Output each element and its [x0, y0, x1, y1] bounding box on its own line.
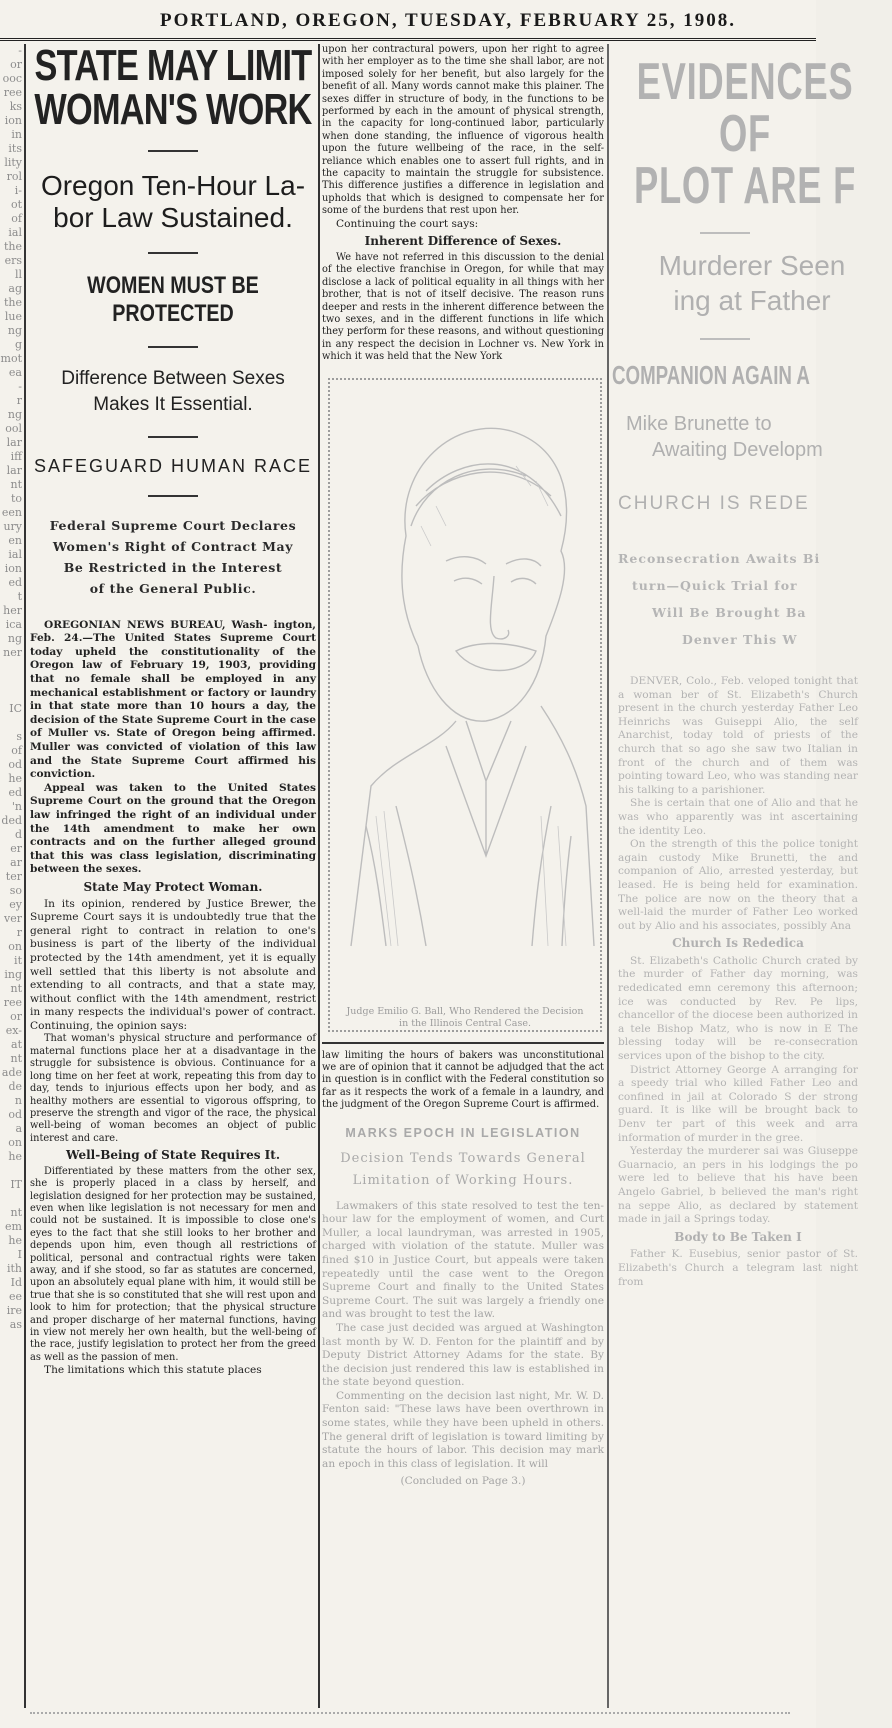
faded-deck	[322, 1148, 604, 1192]
gutter-fragment: he	[8, 772, 22, 785]
gutter-fragment: ng	[7, 632, 22, 645]
adjacent-deck-4: CHURCH IS REDE	[618, 493, 810, 514]
divider	[148, 495, 198, 497]
gutter-fragment: rol	[6, 170, 22, 183]
gutter-fragment	[0, 1164, 22, 1178]
gutter-fragment: ire	[6, 1304, 22, 1317]
gutter-fragment: ng	[7, 408, 22, 421]
gutter-fragment: ing	[4, 968, 22, 981]
gutter-fragment: ial	[8, 548, 22, 561]
paragraph: Appeal was taken to the United States Supreme Court on the ground that the Oregon law infringed the right of an individual under the 14th amendment to make her own contracts and on the further alleged ground that this was class legislation, discriminating between the sexes.	[30, 781, 316, 876]
faded-article-body	[322, 1200, 604, 1489]
gutter-fragment: -	[18, 44, 22, 57]
main-headline	[33, 41, 314, 134]
adjacent-summary	[612, 545, 872, 653]
paragraph: Yesterday the murderer sai was Giuseppe Guarnacio, an pers in his lodgings the po were led to believe that his have been Angelo Gabriel, b believed the man's right na seppe Alio, as declared by statement made in jail a Springs today.	[618, 1145, 858, 1226]
gutter-fragment: lue	[4, 310, 22, 323]
quote-paragraph: That woman's physical structure and performance of maternal functions place her at a disadvantage in the struggle for subsistence is obvious. Continuance for a long time on her feet at work, repeating this from day to day, tends to injurious effects upon her body, and as healthy mothers are essential to vigorous offspring, to preserve the strength and vigor of the race, the physical well-being of woman becomes an object of public interest and care.	[30, 1033, 316, 1144]
gutter-fragment: ag	[8, 282, 22, 295]
gutter-fragment: en	[8, 534, 22, 547]
column-rule	[607, 44, 609, 1708]
gutter-fragment: ool	[5, 422, 22, 435]
article-body-continued	[322, 44, 604, 364]
gutter-fragment	[0, 660, 22, 674]
summary-line: Will Be Brought Ba	[652, 605, 807, 620]
left-gutter-fragments	[0, 44, 22, 1704]
quote-paragraph: law limiting the hours of bakers was unconstitutional we are of opinion that it cannot be adjudged that the act in question is in conflict with the Federal constitution so far as it respects the work of a female in a laundry, and the judgment of the Oregon Supreme Court is affirmed.	[322, 1049, 604, 1111]
gutter-fragment: r	[16, 926, 22, 939]
gutter-fragment: ey	[9, 898, 22, 911]
gutter-fragment: a	[15, 1122, 22, 1135]
gutter-fragment: 'n	[11, 800, 22, 813]
headline-line: WOMAN'S WORK	[34, 85, 312, 134]
gutter-fragment: nt	[10, 982, 22, 995]
gutter-fragment: her	[3, 604, 22, 617]
gutter-fragment: ica	[5, 618, 22, 631]
article-column-1	[30, 41, 316, 1708]
summary-line: Denver This W	[682, 632, 798, 647]
gutter-fragment	[0, 1192, 22, 1206]
gutter-fragment: of	[11, 212, 22, 225]
summary-line: of the General Public.	[89, 580, 257, 596]
paragraph: In its opinion, rendered by Justice Brewer, the Supreme Court says it is undoubtedly true that the general right to contract in relation to one's business is part of the liberty of the individual protected by the 14th amendment, yet it is equally well settled that this liberty is not absolute and extending to all contracts, and that a state may, without conflict with the 14th amendment, restrict in many respects the individual's power of contract. Continuing, the opinion says:	[30, 897, 316, 1032]
gutter-fragment: iff	[10, 450, 22, 463]
subheading: Well-Being of State Requires It.	[65, 1148, 281, 1163]
gutter-fragment: the	[3, 296, 22, 309]
gutter-fragment: r	[16, 394, 22, 407]
column-rule	[318, 44, 320, 1708]
summary-deck	[36, 515, 310, 599]
article-body-continued-2	[322, 1050, 604, 1112]
gutter-fragment: so	[9, 884, 22, 897]
gutter-fragment: ion	[4, 114, 22, 127]
gutter-fragment: de	[8, 1080, 22, 1093]
gutter-fragment: ner	[3, 646, 22, 659]
gutter-fragment: ex-	[5, 1024, 22, 1037]
paragraph-bureau	[30, 619, 316, 782]
gutter-fragment: ooc	[2, 72, 22, 85]
footer-border	[30, 1712, 790, 1714]
gutter-fragment: ith	[6, 1262, 22, 1275]
gutter-fragment: as	[9, 1318, 22, 1331]
paragraph: The limitations which this statute places	[44, 1364, 262, 1377]
gutter-fragment: g	[14, 338, 22, 351]
deck-line: Mike Brunette to	[626, 413, 772, 435]
deck-headline	[30, 170, 316, 234]
gutter-fragment: at	[11, 1038, 22, 1051]
gutter-fragment: od	[8, 1108, 22, 1121]
summary-line: turn—Quick Trial for	[632, 578, 798, 593]
gutter-fragment: or	[10, 58, 22, 71]
deck-headline-3	[30, 366, 316, 417]
continued-notice: (Concluded on Page 3.)	[400, 1475, 526, 1488]
gutter-fragment: ee	[8, 1290, 22, 1303]
quote-paragraph: upon her contractural powers, upon her right to agree with her employer as to the time she shall labor, are not imposed solely for her benefit, but also largely for the benefit of all. Many words cannot make this plainer. The sexes differ in structure of body, in the functions to be performed by each in the amount of physical strength, in the capacity for long-continued labor, particularly when done standing, the influence of vigorous health upon the future wellbeing of the race, in the self-reliance which enables one to assert full rights, and in the capacity to maintain the struggle for subsistence. This difference justifies a difference in legislation and upholds that which is designed to compensate her for some of the burdens that rest upon her.	[322, 44, 604, 217]
deck-line: Difference Between Sexes	[61, 368, 285, 390]
paragraph: Continuing the court says:	[336, 217, 479, 230]
gutter-fragment: or	[10, 1010, 22, 1023]
gutter-fragment: ade	[1, 1066, 22, 1079]
gutter-fragment: ar	[10, 856, 22, 869]
headline-line: EVIDENCES OF	[636, 53, 854, 163]
column-rule	[24, 44, 26, 1708]
article-column-2	[322, 44, 604, 1708]
gutter-fragment: er	[10, 842, 22, 855]
gutter-fragment: on	[8, 1136, 22, 1149]
masthead	[0, 6, 816, 41]
divider	[148, 346, 198, 348]
article-body	[30, 619, 316, 1378]
paragraph: Lawmakers of this state resolved to test the ten-hour law for the employment of women, and Curt Muller, a local laundryman, was arrested in 1905, charged with violation of the statute. Muller was fined $10 in Justice Court, but appeals were taken repeatedly until the case went to the Oregon Supreme Court and finally to the United States Supreme Court. The suit was largely a friendly one and was brought to test the law.	[322, 1199, 604, 1321]
gutter-fragment	[0, 674, 22, 688]
deck-line: Decision Tends Towards General	[340, 1150, 586, 1166]
gutter-fragment: in	[11, 128, 22, 141]
gutter-fragment: em	[5, 1220, 22, 1233]
portrait-caption: Judge Emilio G. Ball, Who Rendered the Decision in the Illinois Central Case.	[346, 1005, 584, 1029]
gutter-fragment: ot	[10, 198, 22, 211]
divider	[700, 232, 750, 234]
paragraph: Commenting on the decision last night, Mr. W. D. Fenton said: "These laws have been overthrown in some states, while they have been upheld in others. The general drift of legislation is toward limiting by statute the hours of labor. This decision may mark an epoch in this class of legislation. It will	[322, 1389, 604, 1470]
divider	[322, 1042, 604, 1044]
paragraph: The case just decided was argued at Washington last month by W. D. Fenton for the plaintiff and by Deputy District Attorney Adams for the state. By the decision just rendered this law is established in the state beyond question.	[322, 1321, 604, 1389]
deck-line: Oregon Ten-Hour La-	[40, 170, 306, 201]
gutter-fragment: I	[17, 1248, 22, 1261]
divider	[148, 436, 198, 438]
paragraph: DENVER, Colo., Feb. veloped tonight that a woman ber of St. Elizabeth's Church present in the church yesterday Father Leo Heinrichs was Guiseppi Alio, the self Anarchist, today told of priests of the church that so ago she saw two Italian in front of the church and of them was pointing toward Leo, who was standing near his talking to a parishioner.	[618, 675, 858, 796]
gutter-fragment: ea	[8, 366, 22, 379]
gutter-fragment: ury	[3, 520, 22, 533]
deck-line: Awaiting Developm	[652, 439, 823, 461]
paragraph: She is certain that one of Alio and that he was who apparently was int ascertaining the identity Leo.	[618, 797, 858, 837]
gutter-fragment: on	[8, 940, 22, 953]
gutter-fragment: ded	[1, 814, 22, 827]
gutter-fragment: -	[18, 380, 22, 393]
gutter-fragment: it	[14, 954, 22, 967]
gutter-fragment	[0, 716, 22, 730]
gutter-fragment: the	[3, 240, 22, 253]
gutter-fragment: nt	[10, 1052, 22, 1065]
adjacent-headline	[612, 53, 878, 215]
deck-line: Makes It Essential.	[93, 394, 253, 416]
gutter-fragment: i-	[14, 184, 22, 197]
adjacent-deck	[612, 248, 892, 318]
quote-paragraph: We have not referred in this discussion to the denial of the elective franchise in Oregon, for while that may disclose a lack of political equality in all things with her brother, that is not of itself decisive. The reason runs deeper and rests in the inherent difference between the two sexes, and in the different functions in life which they perform for these reasons, and without questioning in any respect the decision in Lochner vs. New York in which it was held that the New York	[322, 251, 604, 363]
gutter-fragment: to	[10, 492, 22, 505]
subheading: Body to Be Taken I	[674, 1229, 802, 1244]
divider	[148, 252, 198, 254]
faded-subheading: MARKS EPOCH IN LEGISLATION	[345, 1125, 581, 1140]
adjacent-article-body	[612, 675, 858, 1289]
quote-paragraph: Differentiated by these matters from the other sex, she is properly placed in a class by herself, and legislation designed for her protection may be sustained, even when like legislation is not necessary for men and could not be sustained. It is impossible to close one's eyes to the fact that she still looks to her brother and depends upon him, even though all restrictions of political, personal and contractual rights were taken away, and if she stood, so far as statutes are concerned, upon an absolutely equal plane with him, it would still be true that she is so constituted that she will rest upon and look to him for protection; that the physical structure and proper discharge of her maternal functions, having in view not merely her own health, but the well-being of the race, justify legislation to protect her from the greed as well as the passion of men.	[30, 1165, 316, 1363]
gutter-fragment: od	[8, 758, 22, 771]
gutter-fragment: ree	[3, 996, 22, 1009]
gutter-fragment: ial	[8, 226, 22, 239]
gutter-fragment: nt	[10, 478, 22, 491]
paragraph: District Attorney George A arranging for a speedy trial who killed Father Leo and confined in jail at Colorado S der strong guard. It is like will be brought back to Denv ter part of this week and arra information of murder in the gree.	[618, 1063, 858, 1144]
summary-line: Reconsecration Awaits Bi	[618, 551, 821, 566]
gutter-fragment: nt	[10, 1206, 22, 1219]
paragraph-text: ington, Feb. 24.—The United States Supreme Court today upheld the constitutionality of the Oregon law of February 19, 1903, providing that no female shall be employed in any mechanical establishment or factory or laundry in that state more than 10 hours a day, the decision of the State Supreme Court in the case of Muller vs. State of Oregon being affirmed. Muller was convicted of violation of this law and the State Supreme Court affirmed his conviction.	[30, 618, 316, 781]
deck-headline-4: SAFEGUARD HUMAN RACE	[33, 455, 313, 476]
dateline: PORTLAND, OREGON, TUESDAY, FEBRUARY 25, 1908.	[160, 10, 737, 31]
gutter-fragment: lity	[4, 156, 22, 169]
gutter-fragment: s	[16, 730, 22, 743]
deck-headline-2: WOMEN MUST BE PROTECTED	[87, 272, 259, 328]
divider	[700, 338, 750, 340]
adjacent-deck-3	[612, 411, 872, 463]
summary-line: Federal Supreme Court Declares	[49, 517, 297, 533]
gutter-fragment: ed	[8, 786, 22, 799]
summary-line: Be Restricted in the Interest	[63, 559, 283, 575]
subheading: Inherent Difference of Sexes.	[364, 234, 562, 249]
gutter-fragment: t	[17, 590, 22, 603]
gutter-fragment: mot	[0, 352, 22, 365]
deck-line: ing at Father	[673, 285, 831, 316]
gutter-fragment: ree	[3, 86, 22, 99]
gutter-fragment: IT	[10, 1178, 22, 1191]
gutter-fragment: n	[14, 1094, 22, 1107]
gutter-fragment: ion	[4, 562, 22, 575]
bureau-line: OREGONIAN NEWS BUREAU, Wash-	[44, 618, 268, 631]
headline-line: STATE MAY LIMIT	[34, 41, 312, 90]
gutter-fragment: he	[8, 1234, 22, 1247]
gutter-fragment: d	[14, 828, 22, 841]
gutter-fragment: lar	[6, 436, 22, 449]
subheading: Church Is Rededica	[672, 936, 804, 951]
gutter-fragment: its	[8, 142, 22, 155]
gutter-fragment: ll	[14, 268, 22, 281]
gutter-fragment: Id	[10, 1276, 22, 1289]
gutter-fragment: ng	[7, 324, 22, 337]
gutter-fragment: ver	[4, 912, 22, 925]
subheading: State May Protect Woman.	[83, 879, 263, 894]
judge-portrait-image	[336, 386, 594, 946]
divider	[148, 150, 198, 152]
gutter-fragment	[0, 688, 22, 702]
gutter-fragment: IC	[9, 702, 22, 715]
paragraph: On the strength of this the police tonight again custody Mike Brunetti, the and companion of Alio, arrested yesterday, but leased. He is being held for examination. The police are now on the theory that a well-laid the murder of Father Leo worked out by Alio and his associates, possibly Ana	[618, 838, 858, 932]
headline-line: PLOT ARE F	[633, 157, 857, 215]
paragraph: Father K. Eusebius, senior pastor of St. Elizabeth's Church a telegram last night from	[618, 1248, 858, 1288]
deck-line: Limitation of Working Hours.	[352, 1172, 574, 1188]
adjacent-deck-2: COMPANION AGAIN A	[612, 360, 810, 390]
gutter-fragment: ks	[9, 100, 22, 113]
gutter-fragment: of	[11, 744, 22, 757]
deck-line: Murderer Seen	[658, 250, 846, 281]
gutter-fragment: lar	[6, 464, 22, 477]
gutter-fragment: ed	[8, 576, 22, 589]
deck-line: bor Law Sustained.	[53, 202, 293, 234]
gutter-fragment: een	[1, 506, 22, 519]
gutter-fragment: ers	[4, 254, 22, 267]
paragraph: St. Elizabeth's Catholic Church crated by the murder of Father day morning, was rededicated emn ceremony this afternoon; ice was conducted by Rev. Pe lips, chancellor of the diocese been authorized in a tele Bishop Matz, who is now in E The blessing today will be re-consecration services upon of the bishop to the city.	[618, 954, 858, 1063]
gutter-fragment: ter	[5, 870, 22, 883]
summary-line: Women's Right of Contract May	[52, 538, 294, 554]
portrait-illustration	[328, 378, 602, 1032]
gutter-fragment: he	[8, 1150, 22, 1163]
article-column-3	[612, 44, 858, 1708]
